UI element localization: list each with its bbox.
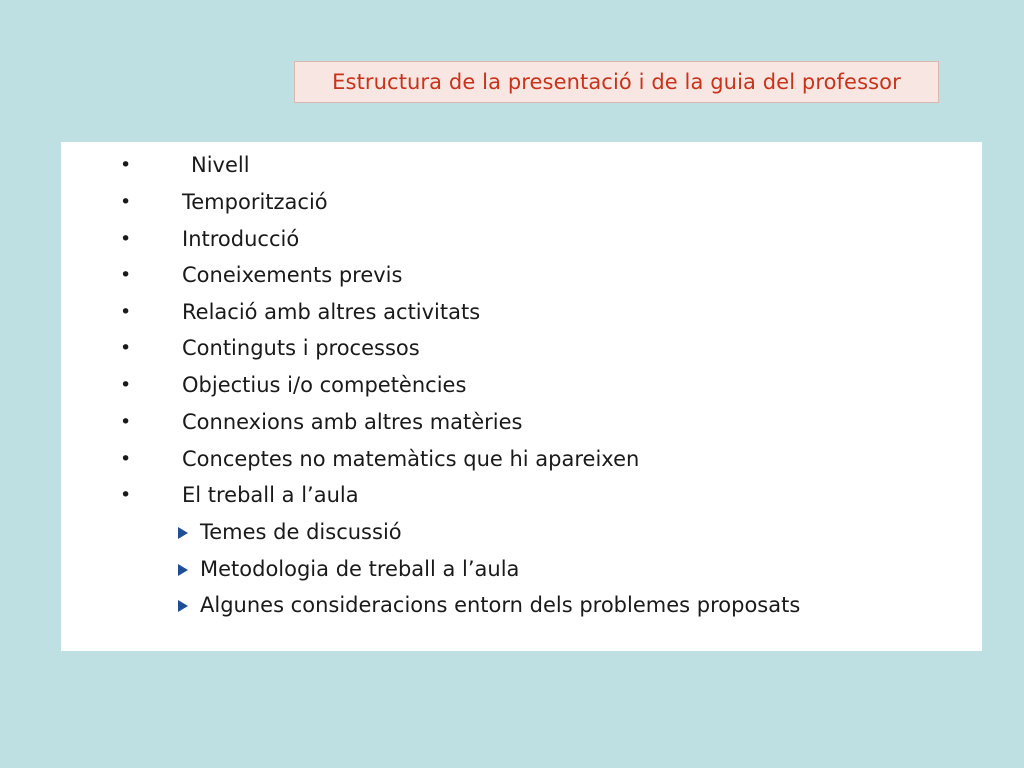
list-item [61,367,982,404]
bullet-icon: • [120,337,132,359]
list-item [61,477,982,514]
sub-list-item [61,514,982,551]
list-item [61,441,982,478]
list-item [61,147,982,184]
triangle-right-icon [178,527,188,539]
content-box [61,142,982,651]
list-item-label: Conceptes no matemàtics que hi apareixen [182,447,640,471]
sub-list-item [61,587,982,624]
list-item [61,404,982,441]
bullet-icon: • [120,228,132,250]
list-item [61,184,982,221]
list-item-label: Continguts i processos [182,336,420,360]
bullet-icon: • [120,191,132,213]
list-item [61,330,982,367]
bullet-icon: • [120,301,132,323]
list-item-label: Nivell [191,153,250,177]
list-item-label: Objectius i/o competències [182,373,467,397]
triangle-right-icon [178,564,188,576]
sub-list-item [61,551,982,588]
list-item [61,221,982,258]
list-item-label: El treball a l’aula [182,483,359,507]
sub-list-item-label: Temes de discussió [200,520,402,544]
sub-list-item-label: Algunes consideracions entorn dels problemes proposats [200,593,801,617]
list-item-label: Temporització [182,190,328,214]
list-item [61,294,982,331]
bullet-icon: • [120,154,132,176]
sub-list-item-label: Metodologia de treball a l’aula [200,557,520,581]
bullet-icon: • [120,448,132,470]
slide-title-box [294,61,939,103]
slide-title: Estructura de la presentació i de la guia del professor [332,70,901,94]
bullet-icon: • [120,411,132,433]
list-item-label: Relació amb altres activitats [182,300,481,324]
list-item-label: Introducció [182,227,300,251]
list-item-label: Coneixements previs [182,263,403,287]
list-item-label: Connexions amb altres matèries [182,410,523,434]
bullet-icon: • [120,484,132,506]
bullet-icon: • [120,264,132,286]
triangle-right-icon [178,600,188,612]
bullet-icon: • [120,374,132,396]
list-item [61,257,982,294]
